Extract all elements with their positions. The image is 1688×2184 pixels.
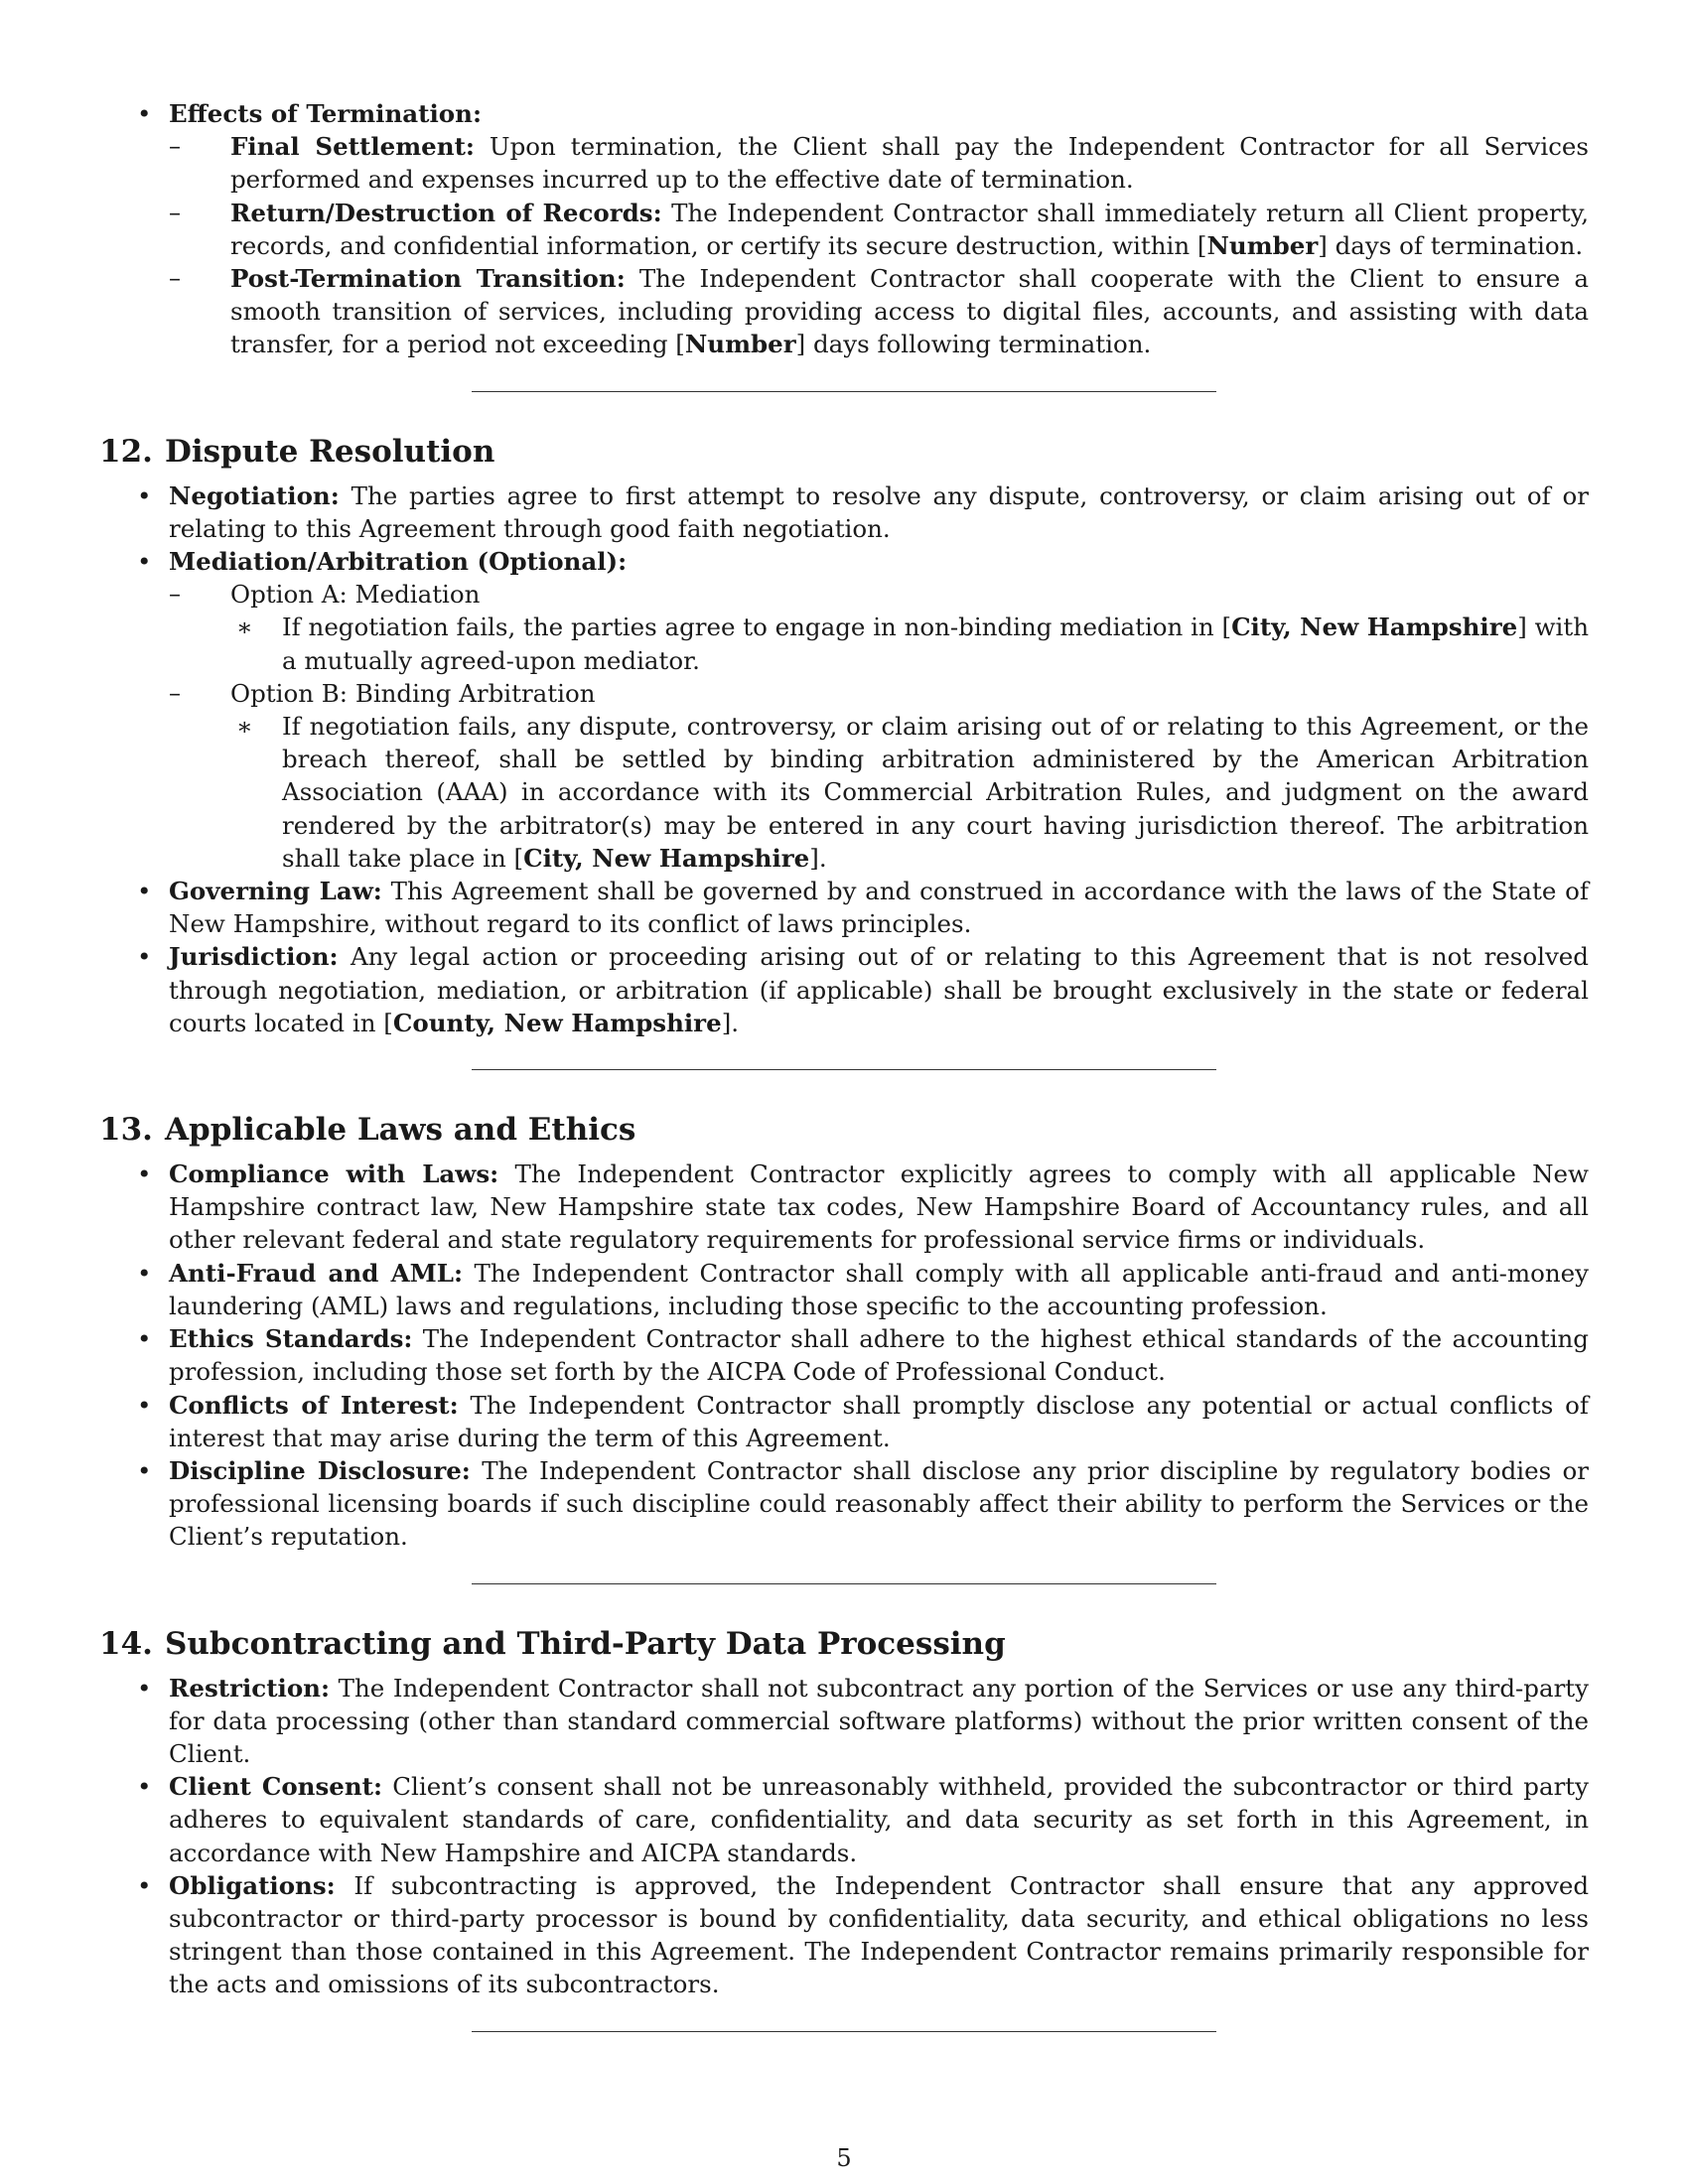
list-item xyxy=(99,1454,1589,1554)
list-item xyxy=(99,1257,1589,1322)
section-title: Subcontracting and Third-Party Data Processing xyxy=(165,1625,1006,1662)
option-a-details xyxy=(230,611,1589,676)
option-a xyxy=(169,578,1589,677)
item-text: The Independent Contractor shall comply with all applicable anti-fraud and anti-money laundering (AML) laws and regulations, including those specific to the accounting profession. xyxy=(169,1258,1589,1320)
list-item-jurisdiction xyxy=(99,940,1589,1039)
effects-list xyxy=(99,97,1589,361)
section-heading-14 xyxy=(99,1624,1589,1664)
item-text: The Independent Contractor shall immediately return all Client property, records, and confidential information, or certify its secure destruction, within [ xyxy=(230,198,1589,260)
item-text: The Independent Contractor shall not subcontract any portion of the Services or use any third-party for data processing (other than standard commercial software platforms) without the prior written consent of the Client. xyxy=(169,1673,1589,1768)
page-number: 5 xyxy=(836,2144,852,2172)
bullet-marker: • xyxy=(137,1870,152,1900)
star-marker: ∗ xyxy=(236,613,253,642)
list-item-mediation xyxy=(99,545,1589,875)
list-item-negotiation xyxy=(99,479,1589,545)
option-b xyxy=(169,677,1589,875)
section-divider xyxy=(472,2031,1216,2032)
bullet-marker: • xyxy=(137,1258,152,1288)
bullet-marker: • xyxy=(137,1324,152,1354)
item-text: The Independent Contractor explicitly agrees to comply with all applicable New Hampshire contract law, New Hampshire state tax codes, New Hampshire Board of Accountancy rules, and all other relevant federal and state regulatory requirements for professional service firms or individuals. xyxy=(169,1160,1589,1255)
section-heading-13 xyxy=(99,1110,1589,1150)
star-marker: ∗ xyxy=(236,712,253,742)
item-label: Discipline Disclosure: xyxy=(169,1455,471,1485)
item-label: Mediation/Arbitration (Optional): xyxy=(169,547,628,577)
item-text: Client’s consent shall not be unreasonably withheld, provided the subcontractor or third party adheres to equivalent standards of care, confidentiality, and data security as set forth in this Agreement, in accordance with New Hampshire and AICPA standards. xyxy=(169,1772,1589,1867)
effects-subitem-final-settlement xyxy=(169,130,1589,196)
dash-marker: – xyxy=(169,678,181,707)
section-number: 12. xyxy=(99,433,153,470)
section-title: Applicable Laws and Ethics xyxy=(165,1112,636,1149)
item-text: Upon termination, the Client shall pay the Independent Contractor for all Services performed and expenses incurred up to the effective date of termination. xyxy=(230,132,1589,195)
section-divider xyxy=(472,391,1216,392)
item-text: This Agreement shall be governed by and construed in accordance with the laws of the State of New Hampshire, without regard to its conflict of laws principles. xyxy=(169,877,1589,939)
bullet-marker: • xyxy=(137,942,152,972)
section-14-list xyxy=(99,1672,1589,2001)
document-page xyxy=(99,97,1589,2032)
effects-subitem-post-termination xyxy=(169,262,1589,361)
section-heading-12 xyxy=(99,432,1589,472)
bullet-marker: • xyxy=(137,547,152,577)
placeholder-field: City, New Hampshire xyxy=(1231,613,1518,642)
item-text: ] with a mutually agreed-upon mediator. xyxy=(282,613,1590,675)
list-item xyxy=(99,1158,1589,1257)
section-divider xyxy=(472,1583,1216,1584)
dash-marker: – xyxy=(169,264,181,293)
bullet-marker: • xyxy=(137,1455,152,1485)
item-text: The parties agree to first attempt to resolve any dispute, controversy, or claim arising out of or relating to this Agreement through good faith negotiation. xyxy=(169,480,1589,543)
section-divider xyxy=(472,1069,1216,1070)
bullet-marker: • xyxy=(137,1673,152,1703)
option-a-detail xyxy=(230,611,1589,676)
item-label: Obligations: xyxy=(169,1870,336,1900)
item-label: Ethics Standards: xyxy=(169,1324,413,1354)
list-item-governing-law xyxy=(99,875,1589,940)
item-text: The Independent Contractor shall adhere to the highest ethical standards of the accounting profession, including those set forth by the AICPA Code of Professional Conduct. xyxy=(169,1324,1589,1387)
item-label: Compliance with Laws: xyxy=(169,1160,499,1189)
list-item xyxy=(99,1869,1589,2001)
section-title: Dispute Resolution xyxy=(165,433,495,470)
item-label: Conflicts of Interest: xyxy=(169,1390,459,1420)
bullet-marker: • xyxy=(137,99,152,128)
list-item xyxy=(99,1672,1589,1771)
bullet-marker: • xyxy=(137,480,152,510)
item-label: Final Settlement: xyxy=(230,132,475,162)
list-item xyxy=(99,1770,1589,1869)
item-text: ] days of termination. xyxy=(1318,230,1584,260)
dash-marker: – xyxy=(169,580,181,609)
placeholder-field: Number xyxy=(1206,230,1319,260)
item-text: ]. xyxy=(721,1008,740,1037)
item-text: ] days following termination. xyxy=(795,330,1152,359)
section-number: 14. xyxy=(99,1625,153,1662)
item-label: Governing Law: xyxy=(169,877,382,906)
item-label: Negotiation: xyxy=(169,480,340,510)
effects-item xyxy=(99,97,1589,361)
bullet-marker: • xyxy=(137,1772,152,1802)
effects-subitem-return-records xyxy=(169,197,1589,262)
effects-title: Effects of Termination: xyxy=(169,99,482,128)
item-text: If negotiation fails, the parties agree to engage in non-binding mediation in [ xyxy=(282,613,1232,642)
bullet-marker: • xyxy=(137,1160,152,1189)
item-text: Any legal action or proceeding arising out of or relating to this Agreement that is not resolved through negotiation, mediation, or arbitration (if applicable) shall be brought exclusively in the state or federal courts located in [ xyxy=(169,942,1589,1037)
list-item xyxy=(99,1389,1589,1454)
section-13-list xyxy=(99,1158,1589,1553)
option-b-details xyxy=(230,710,1589,875)
item-text: ]. xyxy=(809,843,827,873)
section-number: 13. xyxy=(99,1112,153,1149)
option-title: Option A: Mediation xyxy=(230,580,481,610)
dash-marker: – xyxy=(169,198,181,226)
list-item xyxy=(99,1322,1589,1388)
section-12-list xyxy=(99,479,1589,1039)
placeholder-field: County, New Hampshire xyxy=(392,1008,722,1037)
mediation-options xyxy=(169,578,1589,875)
placeholder-field: City, New Hampshire xyxy=(523,843,810,873)
option-title: Option B: Binding Arbitration xyxy=(230,678,596,708)
option-b-detail xyxy=(230,710,1589,875)
item-label: Restriction: xyxy=(169,1673,331,1703)
item-text: If subcontracting is approved, the Independent Contractor shall ensure that any approved subcontractor or third-party processor is bound by confidentiality, data security, and ethical obligations no less stringent than those contained in this Agreement. The Independent Contractor remains primarily responsible for the acts and omissions of its subcontractors. xyxy=(169,1870,1589,1999)
item-text: The Independent Contractor shall disclose any prior discipline by regulatory bodies or professional licensing boards if such discipline could reasonably affect their ability to perform the Services or the Client’s reputation. xyxy=(169,1455,1589,1552)
item-label: Jurisdiction: xyxy=(169,942,339,972)
item-label: Client Consent: xyxy=(169,1772,383,1802)
effects-sublist xyxy=(169,130,1589,360)
item-label: Return/Destruction of Records: xyxy=(230,198,662,227)
item-text: The Independent Contractor shall cooperate with the Client to ensure a smooth transition of services, including providing access to digital files, accounts, and assisting with data transfer, for a period not exceeding [ xyxy=(230,264,1589,359)
item-label: Post-Termination Transition: xyxy=(230,264,626,294)
bullet-marker: • xyxy=(137,877,152,906)
item-label: Anti-Fraud and AML: xyxy=(169,1258,463,1288)
item-text: The Independent Contractor shall promptly disclose any potential or actual conflicts of interest that may arise during the term of this Agreement. xyxy=(169,1390,1589,1452)
placeholder-field: Number xyxy=(684,330,796,359)
bullet-marker: • xyxy=(137,1390,152,1420)
dash-marker: – xyxy=(169,132,181,161)
item-text: If negotiation fails, any dispute, controversy, or claim arising out of or relating to this Agreement, or the breach thereof, shall be settled by binding arbitration administered by the American Arbitration Association (AAA) in accordance with its Commercial Arbitration Rules, and judgment on the award rendered by the arbitrator(s) may be entered in any court having jurisdiction thereof. The arbitration shall take place in [ xyxy=(282,712,1589,873)
